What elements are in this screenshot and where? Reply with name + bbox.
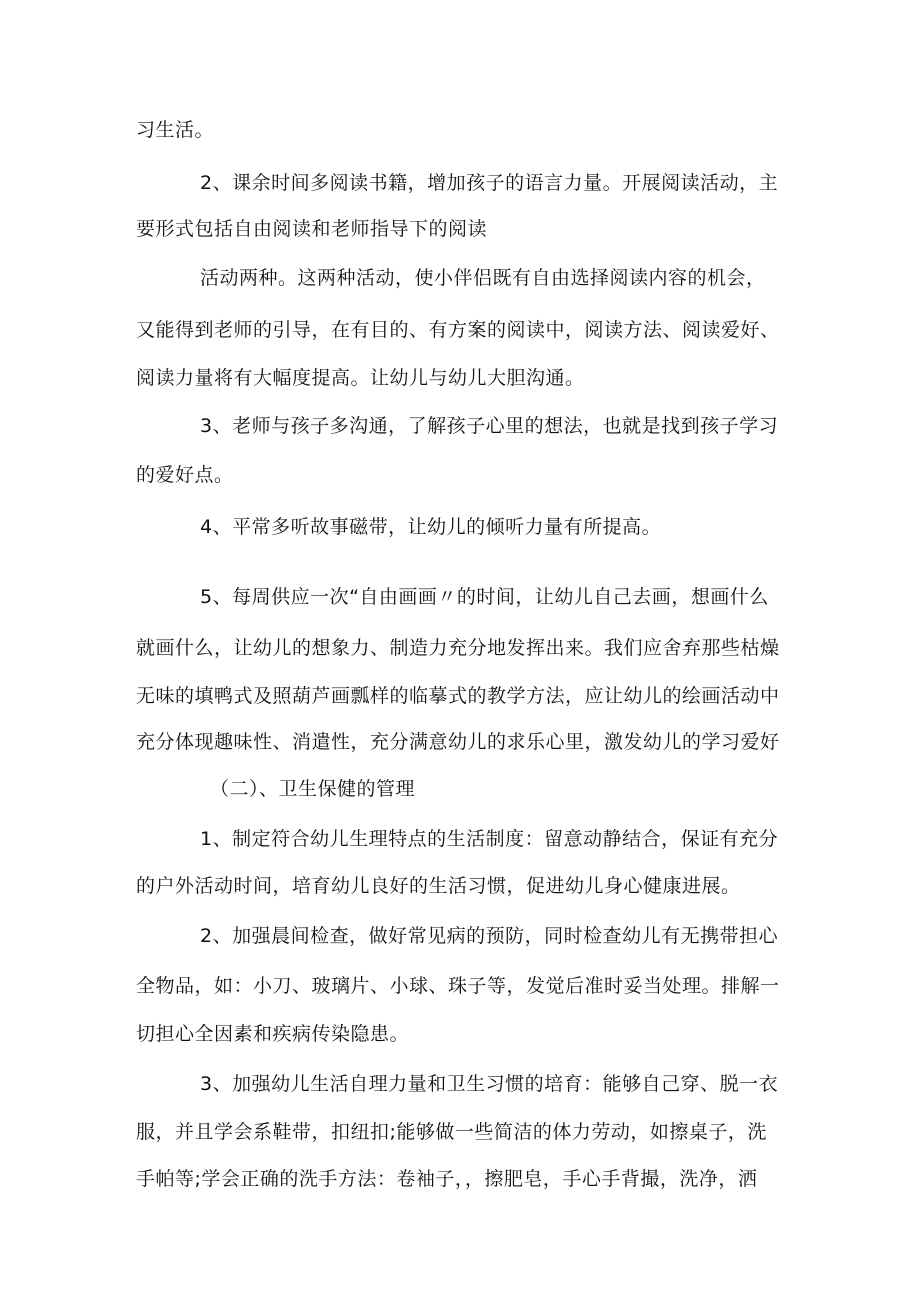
text-line: 3、老师与孩子多沟通，了解孩子心里的想法，也就是找到孩子学习 [200,415,779,437]
text-line: 的户外活动时间，培育幼儿良好的生活习惯，促进幼儿身心健康进展。 [136,875,741,897]
text-line: 活动两种。这两种活动，使小伴侣既有自由选择阅读内容的机会， [200,267,766,289]
section-heading: （二）、卫生保健的管理 [210,778,416,800]
text-line: 手帕等;学会正确的洗手方法：卷袖子，，擦肥皂，手心手背撮，洗净，洒 [136,1168,758,1190]
text-line: 就画什么，让幼儿的想象力、制造力充分地发挥出来。我们应舍弃那些枯燥 [136,637,780,659]
text-line: 无味的填鸭式及照葫芦画瓢样的临摹式的教学方法，应让幼儿的绘画活动中 [136,685,780,707]
text-line: 充分体现趣味性、消遣性，充分满意幼儿的求乐心里，激发幼儿的学习爱好 [136,731,780,753]
text-line: 又能得到老师的引导，在有目的、有方案的阅读中，阅读方法、阅读爱好、 [136,319,780,341]
text-line: 2、课余时间多阅读书籍，增加孩子的语言力量。开展阅读活动，主 [200,172,779,194]
text-line: 习生活。 [136,119,215,141]
text-line: 5、每周供应一次“自由画画〃的时间，让幼儿自己去画，想画什么 [200,586,769,608]
text-line: 要形式包括自由阅读和老师指导下的阅读 [136,218,488,240]
text-line: 服，并且学会系鞋带，扣纽扣;能够做一些简洁的体力劳动，如擦桌子，洗 [136,1121,767,1143]
text-line: 切担心全因素和疾病传染隐患。 [136,1023,410,1045]
text-line: 1、制定符合幼儿生理特点的生活制度：留意动静结合，保证有充分 [200,828,779,850]
text-line: 4、平常多听故事磁带，让幼儿的倾听力量有所提高。 [200,516,662,538]
text-line: 全物品，如：小刀、玻璃片、小球、珠子等，发觉后准时妥当处理。排解一 [136,975,780,997]
text-line: 2、加强晨间检查，做好常见病的预防，同时检查幼儿有无携带担心 [200,925,779,947]
text-line: 的爱好点。 [136,464,234,486]
text-line: 阅读力量将有大幅度提高。让幼儿与幼儿大胆沟通。 [136,367,585,389]
text-line: 3、加强幼儿生活自理力量和卫生习惯的培育：能够自己穿、脱一衣 [200,1073,779,1095]
